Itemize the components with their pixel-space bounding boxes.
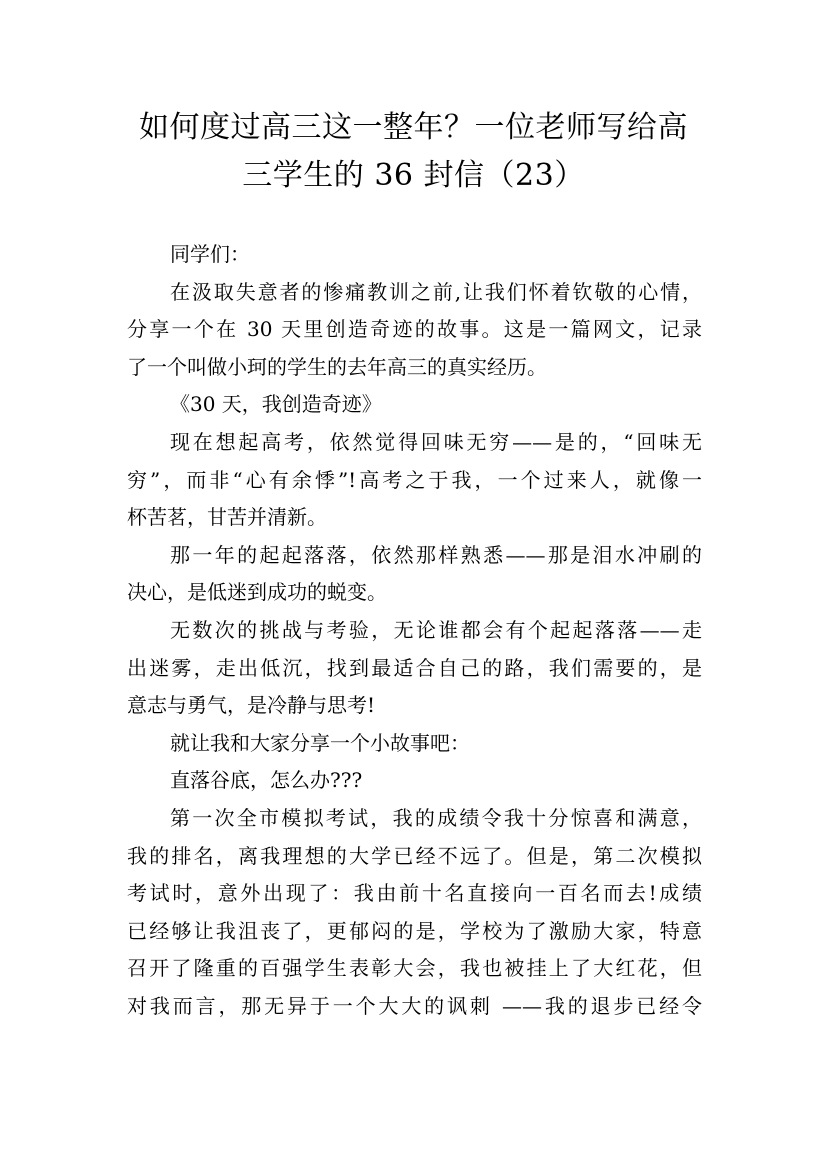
- body-line: 那一年的起起落落，依然那样熟悉——那是泪水冲刷的: [170, 542, 702, 567]
- body-line: 决心，是低迷到成功的蜕变。: [127, 580, 387, 605]
- body-line: 我的排名，离我理想的大学已经不远了。但是，第二次模拟: [127, 843, 702, 868]
- body-line: 了一个叫做小珂的学生的去年高三的真实经历。: [127, 354, 547, 379]
- body-line: 杯苦茗，甘苦并清新。: [127, 505, 327, 530]
- body-line: 无数次的挑战与考验，无论谁都会有个起起落落——走: [170, 617, 702, 642]
- body-line: 出迷雾，走出低沉，找到最适合自己的路，我们需要的，是: [127, 655, 702, 680]
- title-line-2: 三学生的 36 封信（23）: [242, 158, 585, 193]
- title-line-1: 如何度过高三这一整年？一位老师写给高: [139, 110, 688, 145]
- body-line: 第一次全市模拟考试，我的成绩令我十分惊喜和满意，: [170, 805, 702, 830]
- body-line: 《30 天，我创造奇迹》: [170, 392, 382, 417]
- document-title: [100, 104, 727, 200]
- body-line: 召开了隆重的百强学生表彰大会，我也被挂上了大红花，但: [127, 956, 702, 981]
- body-line: 考试时，意外出现了：我由前十名直接向一百名而去!成绩: [127, 881, 702, 906]
- document-body: [127, 236, 702, 1025]
- body-line: 分享一个在 30 天里创造奇迹的故事。这是一篇网文，记录: [127, 317, 702, 342]
- body-line: 对我而言，那无异于一个大大的讽刺 ——我的退步已经令: [127, 993, 702, 1018]
- body-line: 就让我和大家分享一个小故事吧：: [170, 730, 470, 755]
- body-line: 直落谷底，怎么办???: [170, 768, 363, 793]
- body-line: 现在想起高考，依然觉得回味无穷——是的，“回味无: [170, 429, 702, 454]
- body-line: 意志与勇气，是冷静与思考!: [127, 693, 376, 718]
- body-line: 穷”，而非“心有余悸”!高考之于我，一个过来人，就像一: [127, 467, 702, 492]
- body-line: 在汲取失意者的惨痛教训之前,让我们怀着钦敬的心情，: [170, 279, 702, 304]
- body-line: 同学们：: [170, 242, 250, 266]
- body-line: 已经够让我沮丧了，更郁闷的是，学校为了激励大家，特意: [127, 918, 702, 943]
